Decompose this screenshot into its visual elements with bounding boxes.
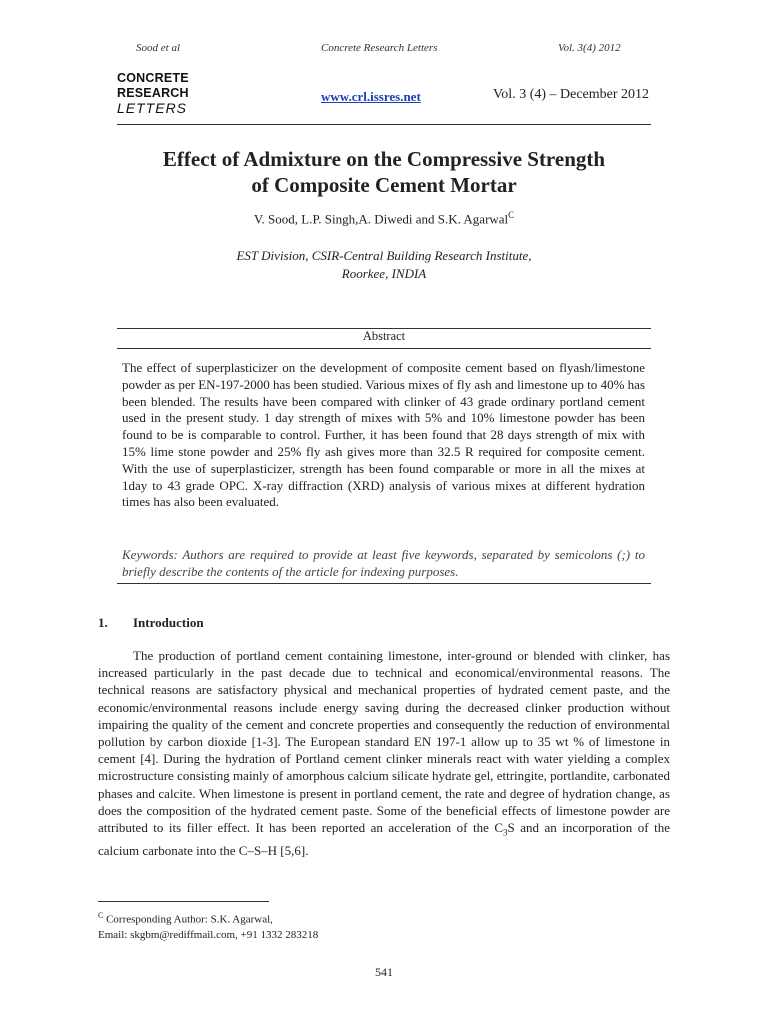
author-list bbox=[117, 210, 651, 227]
section-title: Introduction bbox=[133, 615, 204, 630]
footnote-email: Email: skgbm@rediffmail.com, +91 1332 283218 bbox=[98, 928, 319, 941]
journal-url-link[interactable]: www.crl.issres.net bbox=[321, 89, 421, 104]
logo-line-2: RESEARCH bbox=[117, 86, 189, 100]
footnote bbox=[98, 908, 318, 943]
paper-title bbox=[117, 146, 651, 198]
abstract-heading: Abstract bbox=[362, 329, 406, 343]
intro-text-1: The production of portland cement containing limestone, inter-ground or blended with clinker, has increased particularly in the past decade due to technical and economical/environmental reasons. The technical reasons are satisfactory physical and mechanical properties of hydrated cement paste, and the economic/environmental reasons include energy saving during the decreased clinker production without impairing the quality of the cement and concrete properties and consequently the reduction of environmental pollution by carbon dioxide [1-3]. The European standard EN 197-1 allow up to 35 wt % of limestone in cement [4]. During the hydration of Portland cement clinker minerals react with water yielding a complex microstructure consisting mainly of amorphous calcium silicate hydrate gel, ettringite, portlandite, carbonated phases and calcite. When limestone is present in portland cement, the rate and degree of hydration change, as does the composition of the hydrated cement paste. Some of the beneficial effects of limestone powder are attributed to its filler effect. It has been reported an acceleration of the C bbox=[98, 648, 670, 836]
journal-logo bbox=[117, 71, 189, 116]
volume-info: Vol. 3 (4) – December 2012 bbox=[493, 87, 650, 102]
footnote-line-1 bbox=[98, 908, 318, 928]
logo-line-1: CONCRETE bbox=[117, 71, 189, 85]
corresponding-mark: C bbox=[508, 210, 515, 220]
running-header-authors: Sood et al bbox=[136, 42, 180, 54]
footnote-author: Corresponding Author: S.K. Agarwal, bbox=[103, 913, 273, 926]
introduction-paragraph bbox=[98, 647, 670, 859]
running-header-volume: Vol. 3(4) 2012 bbox=[558, 42, 621, 54]
footnote-rule bbox=[98, 901, 269, 902]
logo-line-3: LETTERS bbox=[117, 100, 188, 116]
abstract-bottom-rule bbox=[117, 583, 651, 584]
keywords: Keywords: Authors are required to provide at least five keywords, separated by semicolons (;) to briefly describe the contents of the article for indexing purposes. bbox=[122, 547, 645, 579]
title-line-1: Effect of Admixture on the Compressive Strength bbox=[162, 147, 606, 171]
abstract-sub-rule bbox=[117, 348, 651, 349]
abstract-text: The effect of superplasticizer on the development of composite cement based on flyash/limestone powder as per EN-197-2000 has been studied. Various mixes of fly ash and limestone up to 40% has been blended. The results have been compared with clinker of 43 grade ordinary portland cement used in the present study. 1 day strength of mixes with 5% and 10% limestone powder has been found to be is comparable to control. Further, it has been found that 28 days strength of mix with 15% lime stone powder and 25% fly ash gives more than 32.5 R required for composite cement. With the use of superplasticizer, strength has been found comparable or more in all the mixes at 1day to 43 grade OPC. X-ray diffraction (XRD) analysis of various mixes at different hydration times has also been evaluated. bbox=[122, 360, 645, 510]
authors-text: V. Sood, L.P. Singh,A. Diwedi and S.K. Agarwal bbox=[253, 211, 509, 227]
intro-text-2: S and an incorporation of the calcium carbonate into the C–S–H [5,6]. bbox=[98, 820, 670, 858]
footnote-mark: C bbox=[98, 911, 104, 920]
header-divider bbox=[117, 124, 651, 125]
affiliation-line-1: EST Division, CSIR-Central Building Research Institute, bbox=[236, 248, 532, 263]
section-number: 1. bbox=[98, 615, 108, 630]
running-header-journal: Concrete Research Letters bbox=[321, 42, 438, 54]
affiliation-line-2: Roorkee, INDIA bbox=[341, 266, 427, 281]
intro-subscript: 3 bbox=[503, 827, 508, 838]
page-number: 541 bbox=[375, 965, 393, 979]
affiliation bbox=[117, 247, 651, 283]
title-line-2: of Composite Cement Mortar bbox=[251, 173, 517, 197]
